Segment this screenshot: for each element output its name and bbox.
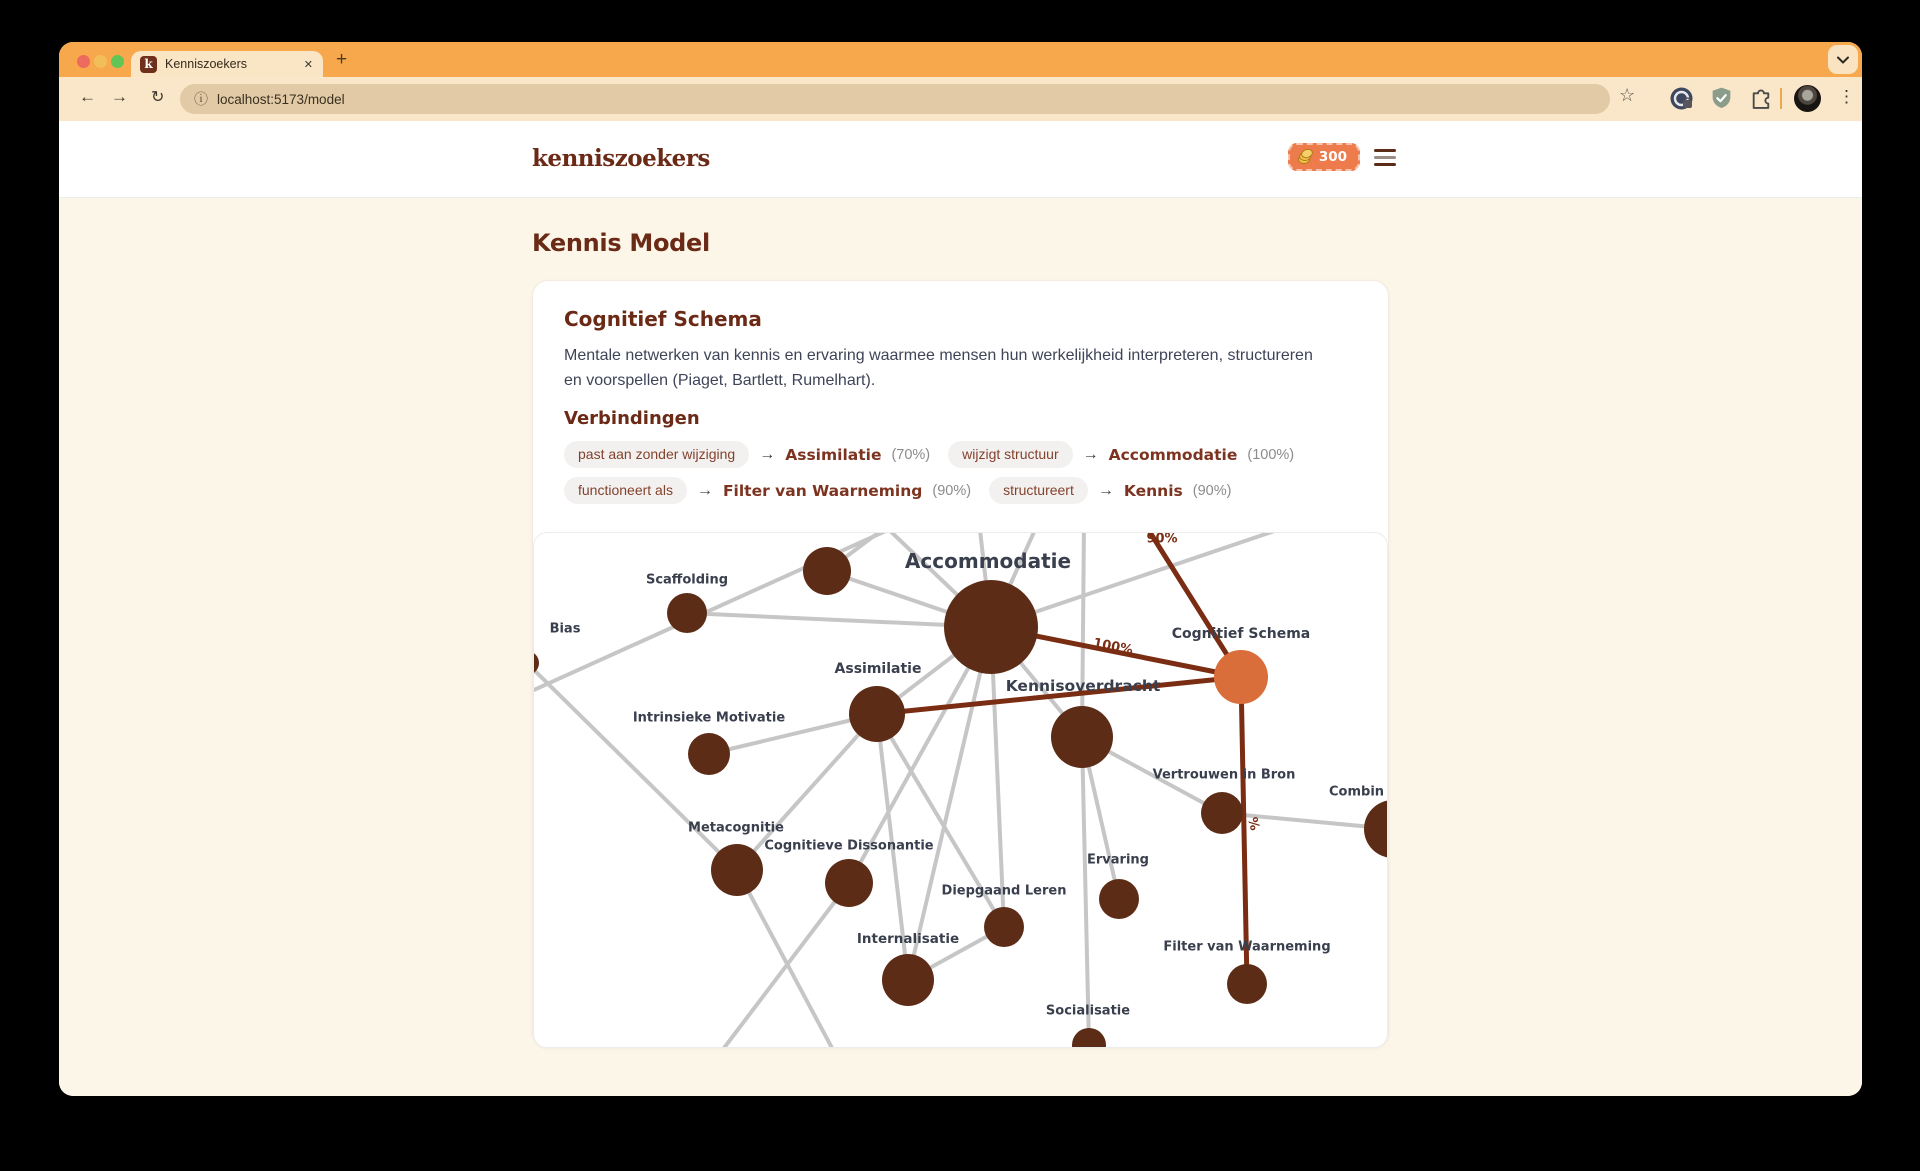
profile-avatar[interactable] [1794, 85, 1821, 112]
node-label-combineren: Combin [1329, 784, 1385, 800]
target-concept-link[interactable]: Assimilatie [785, 445, 882, 464]
coins-icon [1298, 150, 1313, 164]
tab-title: Kenniszoekers [165, 57, 247, 71]
node-label-assimilatie: Assimilatie [834, 661, 922, 677]
node-label-accommodatie: Accommodatie [904, 549, 1072, 573]
connection [564, 441, 930, 468]
forward-button[interactable]: → [111, 87, 128, 106]
node-label-intrinsieke-motivatie: Intrinsieke Motivatie [632, 710, 786, 726]
connections-list [564, 441, 1294, 504]
site-info-icon[interactable]: ⓘ [194, 91, 208, 107]
node-label-diepgaand-leren: Diepgaand Leren [941, 883, 1067, 899]
node-label-ervaring: Ervaring [1087, 852, 1149, 868]
tab-search-button[interactable] [1828, 45, 1858, 74]
connection [948, 441, 1294, 468]
node-label-metacognitie: Metacognitie [688, 820, 784, 836]
coin-balance-badge[interactable] [1288, 143, 1360, 171]
close-window-button[interactable] [77, 55, 90, 68]
edge-label: % [1244, 815, 1262, 833]
minimize-window-button[interactable] [94, 55, 107, 68]
toolbar-divider [1780, 88, 1782, 109]
node-label-cognitief-schema: Cognitief Schema [1171, 626, 1311, 642]
url-text: localhost:5173/model [217, 91, 345, 107]
connection-strength: (70%) [891, 446, 931, 463]
extensions-puzzle-icon[interactable] [1749, 86, 1774, 116]
graph-node-metacognitie[interactable] [711, 844, 763, 896]
connection [989, 477, 1231, 504]
node-label-kennisoverdracht: Kennisoverdracht [1005, 677, 1161, 695]
maximize-window-button[interactable] [111, 55, 124, 68]
node-label-socialisatie: Socialisatie [1045, 1003, 1131, 1019]
relation-chip: functioneert als [564, 477, 687, 504]
favicon: k [140, 56, 157, 73]
edge-label: 90% [1146, 532, 1178, 547]
page-title: Kennis Model [532, 229, 710, 257]
hamburger-menu-icon[interactable] [1374, 145, 1396, 170]
browser-window [59, 42, 1862, 1096]
site-header [59, 121, 1862, 198]
graph-node-accommodatie[interactable] [944, 580, 1038, 674]
tab-strip [59, 42, 1862, 77]
arrow-icon: → [759, 445, 776, 463]
concept-title: Cognitief Schema [564, 307, 762, 331]
graph-edge [1082, 737, 1089, 1045]
graph-node-onbekend-top[interactable] [803, 547, 851, 595]
graph-edge [991, 533, 1304, 627]
graph-node-vertrouwen-in-bron[interactable] [1201, 792, 1243, 834]
password-extension-icon[interactable] [1669, 86, 1694, 116]
relation-chip: past aan zonder wijziging [564, 441, 749, 468]
target-concept-link[interactable]: Kennis [1123, 481, 1183, 500]
node-label-cognitieve-dissonantie: Cognitieve Dissonantie [764, 838, 934, 854]
node-label-scaffolding: Scaffolding [645, 572, 729, 588]
site-logo[interactable]: kenniszoekers [532, 145, 710, 172]
graph-node-filter-van-waarneming[interactable] [1227, 964, 1267, 1004]
page-content [59, 198, 1862, 1096]
target-concept-link[interactable]: Filter van Waarneming [722, 481, 923, 500]
back-button[interactable]: ← [79, 87, 96, 106]
arrow-icon: → [1082, 445, 1099, 463]
connection-row [564, 441, 1294, 468]
graph-edge [724, 883, 849, 1047]
graph-node-internalisatie[interactable] [882, 954, 934, 1006]
graph-node-combineren[interactable] [1364, 800, 1388, 858]
coin-count: 300 [1318, 149, 1347, 165]
graph-node-cognitieve-dissonantie[interactable] [825, 859, 873, 907]
graph-node-diepgaand-leren[interactable] [984, 907, 1024, 947]
graph-edge [737, 870, 832, 1047]
browser-toolbar [59, 77, 1862, 121]
close-tab-icon[interactable]: ✕ [303, 58, 313, 71]
graph-node-intrinsieke-motivatie[interactable] [688, 733, 730, 775]
connection-strength: (90%) [1192, 482, 1232, 499]
concept-card [532, 280, 1389, 1048]
graph-node-assimilatie[interactable] [849, 686, 905, 742]
graph-node-scaffolding[interactable] [667, 593, 707, 633]
reload-button[interactable]: ↻ [151, 89, 165, 106]
arrow-icon: → [1097, 481, 1114, 499]
graph-node-kennisoverdracht[interactable] [1051, 706, 1113, 768]
relation-chip: wijzigt structuur [948, 441, 1072, 468]
node-label-internalisatie: Internalisatie [856, 931, 960, 947]
concept-description: Mentale netwerken van kennis en ervaring waarmee mensen hun werkelijkheid interpreteren, structureren en voorspellen (Piaget, Bartlett, Rumelhart). [564, 347, 1313, 389]
bookmark-star-icon[interactable]: ☆ [1619, 85, 1636, 105]
node-label-filter-van-waarneming: Filter van Waarneming [1163, 939, 1331, 955]
browser-tab[interactable] [131, 51, 323, 77]
new-tab-button[interactable]: + [336, 49, 348, 70]
connection-strength: (90%) [932, 482, 972, 499]
edge-label: 100% [1091, 635, 1135, 659]
node-label-bias: Bias [549, 621, 581, 637]
connection-strength: (100%) [1247, 446, 1295, 463]
adblock-shield-icon[interactable] [1709, 86, 1734, 116]
connection-row [564, 477, 1294, 504]
connections-heading: Verbindingen [564, 408, 700, 429]
node-label-vertrouwen-in-bron: Vertrouwen in Bron [1152, 767, 1296, 783]
arrow-icon: → [696, 481, 713, 499]
graph-node-cognitief-schema[interactable] [1214, 650, 1268, 704]
connection [564, 477, 971, 504]
graph-node-ervaring[interactable] [1099, 879, 1139, 919]
browser-menu-icon[interactable]: ⋮ [1838, 87, 1855, 106]
chevron-down-icon [1837, 56, 1849, 64]
graph-node-socialisatie[interactable] [1072, 1028, 1106, 1047]
url-bar[interactable] [180, 84, 1610, 114]
target-concept-link[interactable]: Accommodatie [1108, 445, 1238, 464]
knowledge-graph [533, 532, 1388, 1048]
relation-chip: structureert [989, 477, 1088, 504]
